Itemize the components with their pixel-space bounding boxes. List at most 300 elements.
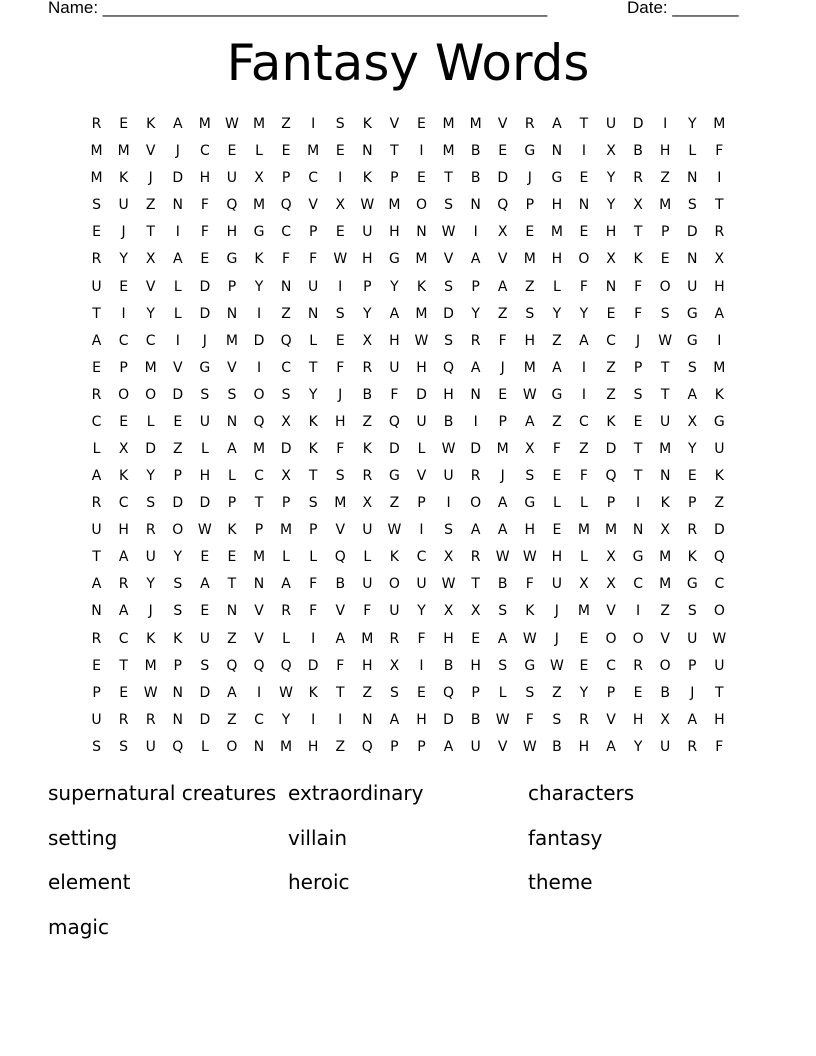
grid-letter: Y — [579, 684, 589, 701]
grid-letter: D — [199, 711, 211, 728]
grid-letter: F — [498, 332, 507, 349]
grid-letter: Q — [280, 332, 292, 349]
grid-letter: A — [497, 522, 508, 539]
grid-letter: E — [417, 170, 426, 187]
grid-letter: A — [525, 413, 535, 430]
grid-letter: L — [580, 495, 588, 512]
grid-letter: M — [577, 603, 590, 620]
grid-letter: W — [441, 440, 456, 457]
grid-row — [83, 219, 733, 246]
grid-letter: I — [717, 170, 722, 187]
grid-letter: S — [687, 197, 697, 214]
grid-letter: C — [579, 413, 589, 430]
grid-letter: M — [90, 170, 103, 187]
grid-letter: Q — [443, 684, 455, 701]
grid-letter: W — [522, 630, 537, 647]
grid-letter: I — [311, 711, 316, 728]
grid-letter: Z — [172, 440, 183, 457]
grid-letter: B — [362, 386, 373, 403]
grid-letter: Z — [362, 413, 373, 430]
grid-letter: Y — [471, 305, 480, 322]
grid-letter: H — [199, 468, 211, 485]
grid-letter: X — [687, 413, 698, 430]
grid-letter: S — [335, 305, 345, 322]
grid-letter: D — [172, 386, 184, 403]
grid-letter: W — [495, 711, 510, 728]
grid-letter: B — [660, 684, 670, 701]
grid-letter: Z — [362, 684, 373, 701]
grid-letter: X — [335, 197, 346, 214]
grid-letter: Z — [552, 413, 562, 430]
grid-letter: F — [715, 143, 724, 160]
grid-letter: R — [470, 549, 481, 566]
grid-letter: U — [660, 738, 671, 755]
grid-letter: I — [175, 332, 180, 349]
grid-letter: P — [363, 278, 372, 295]
grid-letter: U — [91, 522, 102, 539]
grid-letter: G — [226, 251, 238, 268]
grid-letter: V — [389, 116, 400, 133]
grid-letter: X — [362, 495, 373, 512]
grid-letter: J — [554, 603, 559, 620]
grid-letter: K — [308, 684, 318, 701]
grid-row — [83, 165, 733, 192]
grid-letter: I — [256, 359, 262, 376]
grid-letter: Z — [335, 738, 346, 755]
grid-letter: C — [145, 332, 156, 349]
grid-letter: S — [687, 359, 697, 376]
grid-letter: X — [118, 440, 129, 457]
grid-letter: O — [172, 522, 184, 539]
grid-letter: Z — [552, 684, 562, 701]
grid-letter: S — [660, 305, 670, 322]
grid-letter: S — [92, 197, 101, 214]
grid-letter: H — [551, 197, 563, 214]
grid-letter: F — [336, 359, 345, 376]
grid-letter: T — [715, 197, 724, 214]
grid-letter: E — [119, 684, 129, 701]
grid-letter: I — [636, 603, 641, 620]
grid-letter: M — [659, 549, 672, 566]
grid-letter: E — [498, 143, 508, 160]
grid-letter: U — [416, 413, 427, 430]
grid-letter: V — [606, 711, 616, 728]
grid-row — [83, 598, 733, 625]
grid-letter: E — [200, 251, 210, 268]
grid-letter: E — [606, 305, 616, 322]
grid-letter: S — [633, 386, 643, 403]
word-list-item: theme — [528, 870, 593, 894]
grid-letter: N — [172, 197, 184, 214]
grid-letter: Y — [687, 440, 697, 457]
grid-letter: G — [551, 170, 563, 187]
grid-letter: H — [199, 170, 211, 187]
grid-letter: Z — [281, 305, 291, 322]
grid-letter: O — [226, 738, 238, 755]
grid-letter: Z — [524, 278, 535, 295]
grid-letter: R — [470, 332, 481, 349]
grid-letter: K — [119, 170, 129, 187]
grid-letter: N — [362, 711, 373, 728]
grid-letter: T — [92, 549, 101, 566]
grid-letter: J — [527, 170, 532, 187]
grid-letter: D — [253, 332, 265, 349]
grid-letter: M — [659, 440, 672, 457]
grid-letter: R — [389, 630, 400, 647]
grid-letter: J — [500, 359, 505, 376]
grid-letter: A — [443, 738, 454, 755]
grid-letter: H — [605, 224, 617, 241]
grid-letter: M — [496, 440, 509, 457]
grid-letter: N — [226, 305, 238, 322]
grid-letter: A — [497, 630, 508, 647]
grid-letter: I — [338, 170, 343, 187]
grid-letter: L — [309, 549, 318, 566]
grid-letter: W — [143, 684, 158, 701]
grid-letter: R — [714, 224, 725, 241]
grid-letter: E — [227, 549, 237, 566]
grid-letter: T — [579, 116, 589, 133]
grid-letter: O — [118, 386, 130, 403]
grid-letter: X — [281, 468, 291, 485]
grid-letter: V — [606, 603, 616, 620]
grid-letter: S — [444, 522, 453, 539]
grid-letter: T — [633, 468, 643, 485]
grid-letter: W — [333, 251, 348, 268]
grid-letter: C — [714, 576, 725, 593]
grid-letter: G — [632, 549, 644, 566]
grid-letter: P — [308, 224, 318, 241]
grid-letter: U — [199, 413, 210, 430]
grid-letter: C — [281, 224, 291, 241]
grid-letter: X — [443, 549, 454, 566]
grid-letter: E — [200, 549, 210, 566]
grid-row — [83, 653, 733, 680]
grid-letter: G — [199, 359, 211, 376]
grid-letter: W — [279, 684, 293, 701]
grid-letter: A — [335, 630, 346, 647]
grid-letter: Y — [579, 305, 589, 322]
grid-letter: H — [362, 251, 373, 268]
grid-letter: Y — [687, 116, 697, 133]
grid-letter: R — [362, 468, 373, 485]
grid-letter: E — [227, 143, 237, 160]
grid-letter: Y — [146, 576, 155, 593]
grid-letter: E — [92, 359, 101, 376]
grid-letter: Q — [388, 413, 400, 430]
grid-letter: H — [578, 738, 590, 755]
grid-letter: M — [523, 251, 536, 268]
grid-letter: O — [253, 386, 265, 403]
grid-letter: P — [606, 495, 616, 512]
grid-letter: S — [444, 278, 453, 295]
grid-letter: P — [498, 413, 507, 430]
grid-letter: F — [715, 738, 724, 755]
grid-letter: E — [660, 251, 670, 268]
grid-letter: A — [470, 522, 481, 539]
grid-letter: V — [335, 522, 346, 539]
grid-letter: U — [470, 738, 481, 755]
grid-row — [83, 625, 733, 652]
grid-letter: C — [308, 170, 319, 187]
grid-letter: L — [363, 549, 372, 566]
grid-letter: U — [118, 197, 129, 214]
grid-letter: F — [200, 197, 209, 214]
grid-letter: I — [256, 684, 262, 701]
grid-letter: E — [417, 116, 426, 133]
grid-letter: M — [144, 359, 157, 376]
grid-letter: J — [148, 170, 153, 187]
grid-letter: P — [688, 657, 697, 674]
grid-letter: M — [252, 549, 266, 566]
grid-letter: X — [145, 251, 156, 268]
grid-letter: P — [660, 224, 670, 241]
grid-row — [83, 463, 733, 490]
grid-letter: E — [335, 143, 345, 160]
grid-letter: M — [442, 143, 455, 160]
grid-letter: T — [146, 224, 155, 241]
grid-letter: L — [173, 278, 182, 295]
grid-letter: L — [255, 143, 263, 160]
grid-letter: B — [633, 143, 643, 160]
grid-letter: Q — [253, 657, 265, 674]
grid-letter: D — [172, 170, 184, 187]
grid-row — [83, 111, 733, 138]
grid-letter: B — [443, 657, 454, 674]
grid-letter: V — [227, 359, 237, 376]
grid-letter: S — [173, 603, 183, 620]
word-list-item: fantasy — [528, 825, 603, 850]
grid-letter: Z — [227, 711, 237, 728]
grid-letter: U — [660, 413, 671, 430]
grid-letter: N — [605, 278, 617, 295]
grid-letter: E — [335, 224, 345, 241]
grid-letter: Q — [497, 197, 509, 214]
grid-letter: W — [360, 197, 375, 214]
grid-letter: S — [444, 332, 453, 349]
grid-letter: S — [281, 386, 291, 403]
grid-letter: Y — [308, 386, 318, 403]
grid-letter: V — [254, 603, 264, 620]
grid-letter: L — [552, 495, 561, 512]
grid-letter: O — [145, 386, 157, 403]
grid-letter: E — [579, 657, 589, 674]
grid-letter: N — [659, 468, 671, 485]
grid-letter: N — [91, 603, 102, 620]
grid-letter: S — [92, 738, 101, 755]
grid-letter: E — [173, 413, 183, 430]
grid-letter: R — [470, 468, 481, 485]
grid-letter: V — [497, 251, 508, 268]
grid-letter: A — [91, 468, 102, 485]
grid-letter: N — [226, 413, 238, 430]
grid-letter: M — [144, 657, 157, 674]
grid-letter: Y — [146, 305, 155, 322]
grid-letter: K — [606, 413, 616, 430]
grid-letter: L — [282, 549, 290, 566]
grid-letter: M — [252, 440, 266, 457]
grid-letter: Z — [497, 305, 508, 322]
grid-letter: N — [172, 684, 184, 701]
page-title: Fantasy Words — [226, 34, 590, 92]
grid-letter: E — [525, 224, 535, 241]
grid-letter: Q — [334, 549, 346, 566]
grid-row — [83, 707, 733, 734]
grid-letter: M — [90, 143, 103, 160]
grid-letter: T — [660, 386, 670, 403]
grid-letter: E — [119, 278, 129, 295]
grid-letter: I — [473, 413, 478, 430]
grid-letter: V — [497, 116, 508, 133]
grid-letter: L — [688, 143, 697, 160]
grid-letter: U — [687, 278, 698, 295]
grid-letter: I — [581, 143, 587, 160]
grid-row — [83, 192, 733, 219]
grid-letter: K — [687, 549, 697, 566]
grid-letter: J — [175, 143, 180, 160]
grid-letter: D — [280, 440, 292, 457]
grid-letter: R — [362, 359, 373, 376]
grid-letter: D — [145, 440, 157, 457]
grid-letter: T — [471, 576, 480, 593]
grid-letter: E — [687, 468, 697, 485]
grid-letter: I — [419, 143, 424, 160]
grid-letter: H — [524, 522, 536, 539]
grid-letter: U — [605, 116, 617, 133]
grid-letter: H — [118, 522, 129, 539]
grid-letter: Y — [254, 278, 264, 295]
grid-letter: U — [714, 657, 725, 674]
grid-letter: H — [632, 711, 644, 728]
grid-letter: B — [470, 170, 481, 187]
word-list — [48, 779, 768, 957]
grid-letter: A — [91, 576, 102, 593]
grid-letter: N — [307, 305, 319, 322]
grid-letter: X — [579, 576, 589, 593]
grid-letter: N — [687, 170, 698, 187]
grid-letter: U — [416, 576, 427, 593]
grid-letter: R — [118, 576, 129, 593]
grid-letter: P — [390, 738, 399, 755]
grid-letter: R — [281, 603, 291, 620]
grid-letter: N — [551, 143, 563, 160]
grid-letter: D — [632, 116, 644, 133]
grid-letter: L — [498, 684, 507, 701]
grid-letter: W — [197, 522, 212, 539]
grid-letter: T — [660, 359, 670, 376]
grid-letter: H — [416, 711, 427, 728]
grid-letter: P — [119, 359, 128, 376]
grid-letter: L — [309, 332, 318, 349]
grid-letter: U — [91, 711, 102, 728]
name-field-label: Name: _______________________________________________ — [48, 0, 548, 17]
grid-letter: E — [281, 143, 291, 160]
grid-letter: K — [416, 278, 427, 295]
grid-letter: P — [417, 495, 426, 512]
grid-letter: Q — [226, 197, 238, 214]
grid-letter: N — [362, 143, 373, 160]
grid-row — [83, 328, 733, 355]
grid-row — [83, 138, 733, 165]
grid-letter: S — [335, 468, 345, 485]
grid-letter: U — [714, 440, 725, 457]
grid-letter: J — [338, 386, 343, 403]
grid-letter: H — [389, 332, 400, 349]
grid-letter: E — [579, 224, 589, 241]
grid-letter: O — [578, 251, 590, 268]
grid-letter: Y — [606, 170, 616, 187]
grid-letter: L — [417, 440, 426, 457]
grid-letter: Q — [253, 413, 265, 430]
grid-letter: I — [663, 116, 668, 133]
grid-letter: Z — [660, 603, 670, 620]
grid-letter: Z — [606, 386, 616, 403]
grid-letter: A — [91, 332, 102, 349]
grid-letter: M — [361, 630, 374, 647]
grid-letter: L — [580, 549, 588, 566]
grid-letter: M — [334, 495, 347, 512]
grid-letter: T — [92, 305, 101, 322]
grid-letter: A — [118, 603, 129, 620]
grid-letter: E — [92, 657, 101, 674]
grid-letter: U — [226, 170, 238, 187]
grid-letter: X — [443, 603, 454, 620]
date-field-label: Date: _______ — [627, 0, 739, 17]
grid-letter: M — [307, 143, 320, 160]
grid-letter: N — [470, 197, 481, 214]
grid-letter: M — [117, 143, 130, 160]
grid-letter: F — [552, 440, 561, 457]
grid-letter: N — [416, 224, 427, 241]
grid-letter: W — [522, 738, 537, 755]
grid-letter: C — [281, 359, 291, 376]
grid-letter: E — [498, 386, 508, 403]
grid-letter: F — [309, 576, 318, 593]
grid-row — [83, 544, 733, 571]
grid-letter: L — [146, 413, 155, 430]
grid-letter: A — [200, 576, 210, 593]
grid-letter: Z — [145, 197, 156, 214]
grid-letter: H — [307, 738, 319, 755]
grid-letter: D — [443, 305, 454, 322]
grid-letter: D — [416, 386, 427, 403]
grid-letter: N — [632, 522, 644, 539]
grid-letter: H — [443, 630, 454, 647]
grid-letter: N — [470, 386, 481, 403]
grid-letter: A — [552, 116, 562, 133]
grid-letter: D — [389, 440, 400, 457]
grid-letter: P — [308, 522, 318, 539]
grid-letter: W — [495, 549, 510, 566]
grid-letter: P — [417, 738, 426, 755]
grid-letter: M — [577, 522, 590, 539]
grid-letter: K — [525, 603, 535, 620]
grid-letter: E — [119, 413, 129, 430]
grid-letter: U — [362, 576, 373, 593]
grid-letter: Y — [281, 711, 291, 728]
word-list-item: element — [48, 870, 131, 894]
grid-row — [83, 246, 733, 273]
grid-letter: J — [554, 630, 559, 647]
grid-letter: Z — [227, 630, 237, 647]
grid-letter: T — [335, 684, 345, 701]
grid-letter: X — [606, 576, 616, 593]
grid-letter: D — [713, 522, 725, 539]
grid-letter: J — [121, 224, 126, 241]
grid-letter: U — [443, 468, 454, 485]
grid-letter: A — [552, 359, 562, 376]
grid-letter: V — [145, 143, 156, 160]
